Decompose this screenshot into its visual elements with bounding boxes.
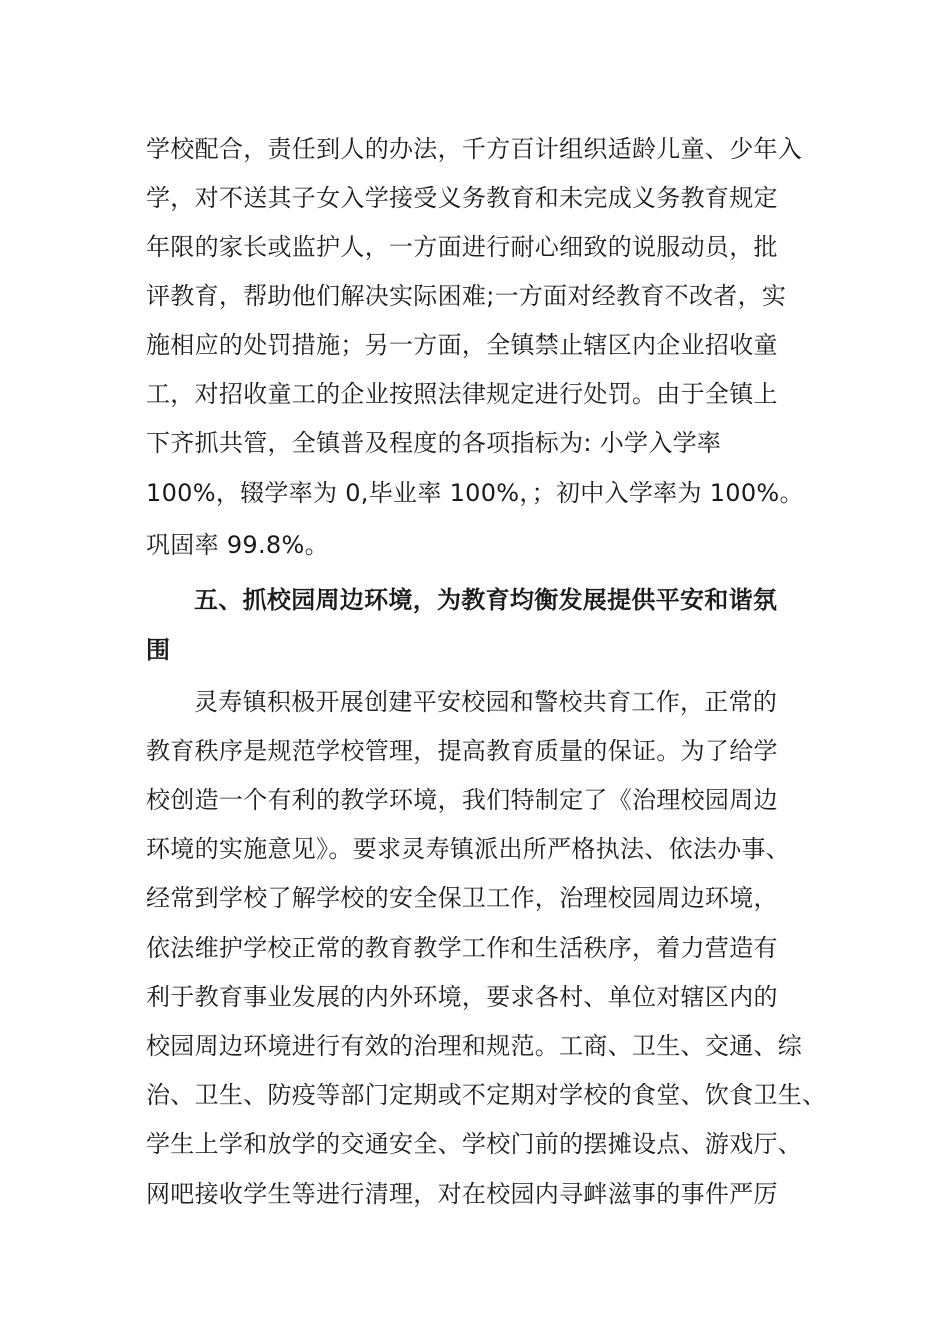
- paragraph-line: 学，对不送其子女入学接受义务教育和未完成义务教育规定: [146, 184, 778, 212]
- paragraph-line: 学校配合，责任到人的办法，千方百计组织适龄儿童、少年入: [146, 135, 803, 163]
- paragraph-line: 依法维护学校正常的教育教学工作和生活秩序，着力营造有: [146, 934, 778, 962]
- paragraph-line: 教育秩序是规范学校管理，提高教育质量的保证。为了给学: [146, 737, 778, 765]
- paragraph-line: 环境的实施意见》。要求灵寿镇派出所严格执法、依法办事、: [146, 835, 791, 863]
- paragraph-line: 校创造一个有利的教学环境，我们特制定了《治理校园周边: [146, 786, 778, 814]
- paragraph-line: 学生上学和放学的交通安全、学校门前的摆摊设点、游戏厅、: [146, 1130, 803, 1158]
- paragraph-line: 治、卫生、防疫等部门定期或不定期对学校的食堂、饮食卫生、: [146, 1081, 827, 1109]
- paragraph-line: 经常到学校了解学校的安全保卫工作，治理校园周边环境，: [146, 884, 778, 912]
- paragraph-line: 下齐抓共管，全镇普及程度的各项指标为: 小学入学率: [146, 429, 722, 457]
- paragraph-line: 校园周边环境进行有效的治理和规范。工商、卫生、交通、综: [146, 1032, 803, 1060]
- paragraph-line: 利于教育事业发展的内外环境，要求各村、单位对辖区内的: [146, 983, 778, 1011]
- paragraph-line: 灵寿镇积极开展创建平安校园和警校共育工作，正常的: [194, 688, 778, 716]
- paragraph-line: 施相应的处罚措施；另一方面，全镇禁止辖区内企业招收童: [146, 331, 778, 359]
- paragraph-line: 巩固率 99.8%。: [146, 531, 329, 559]
- section-heading-continued: 围: [146, 636, 171, 664]
- paragraph-line: 工，对招收童工的企业按照法律规定进行处罚。由于全镇上: [146, 380, 778, 408]
- paragraph-line: 评教育，帮助他们解决实际困难;一方面对经教育不改者，实: [146, 282, 787, 310]
- paragraph-line: 年限的家长或监护人，一方面进行耐心细致的说服动员，批: [146, 233, 778, 261]
- paragraph-line: 100%，辍学率为 0,毕业率 100%，；初中入学率为 100%。: [146, 479, 804, 507]
- section-heading: 五、抓校园周边环境，为教育均衡发展提供平安和谐氛: [194, 586, 778, 614]
- paragraph-line: 网吧接收学生等进行清理，对在校园内寻衅滋事的事件严厉: [146, 1180, 778, 1208]
